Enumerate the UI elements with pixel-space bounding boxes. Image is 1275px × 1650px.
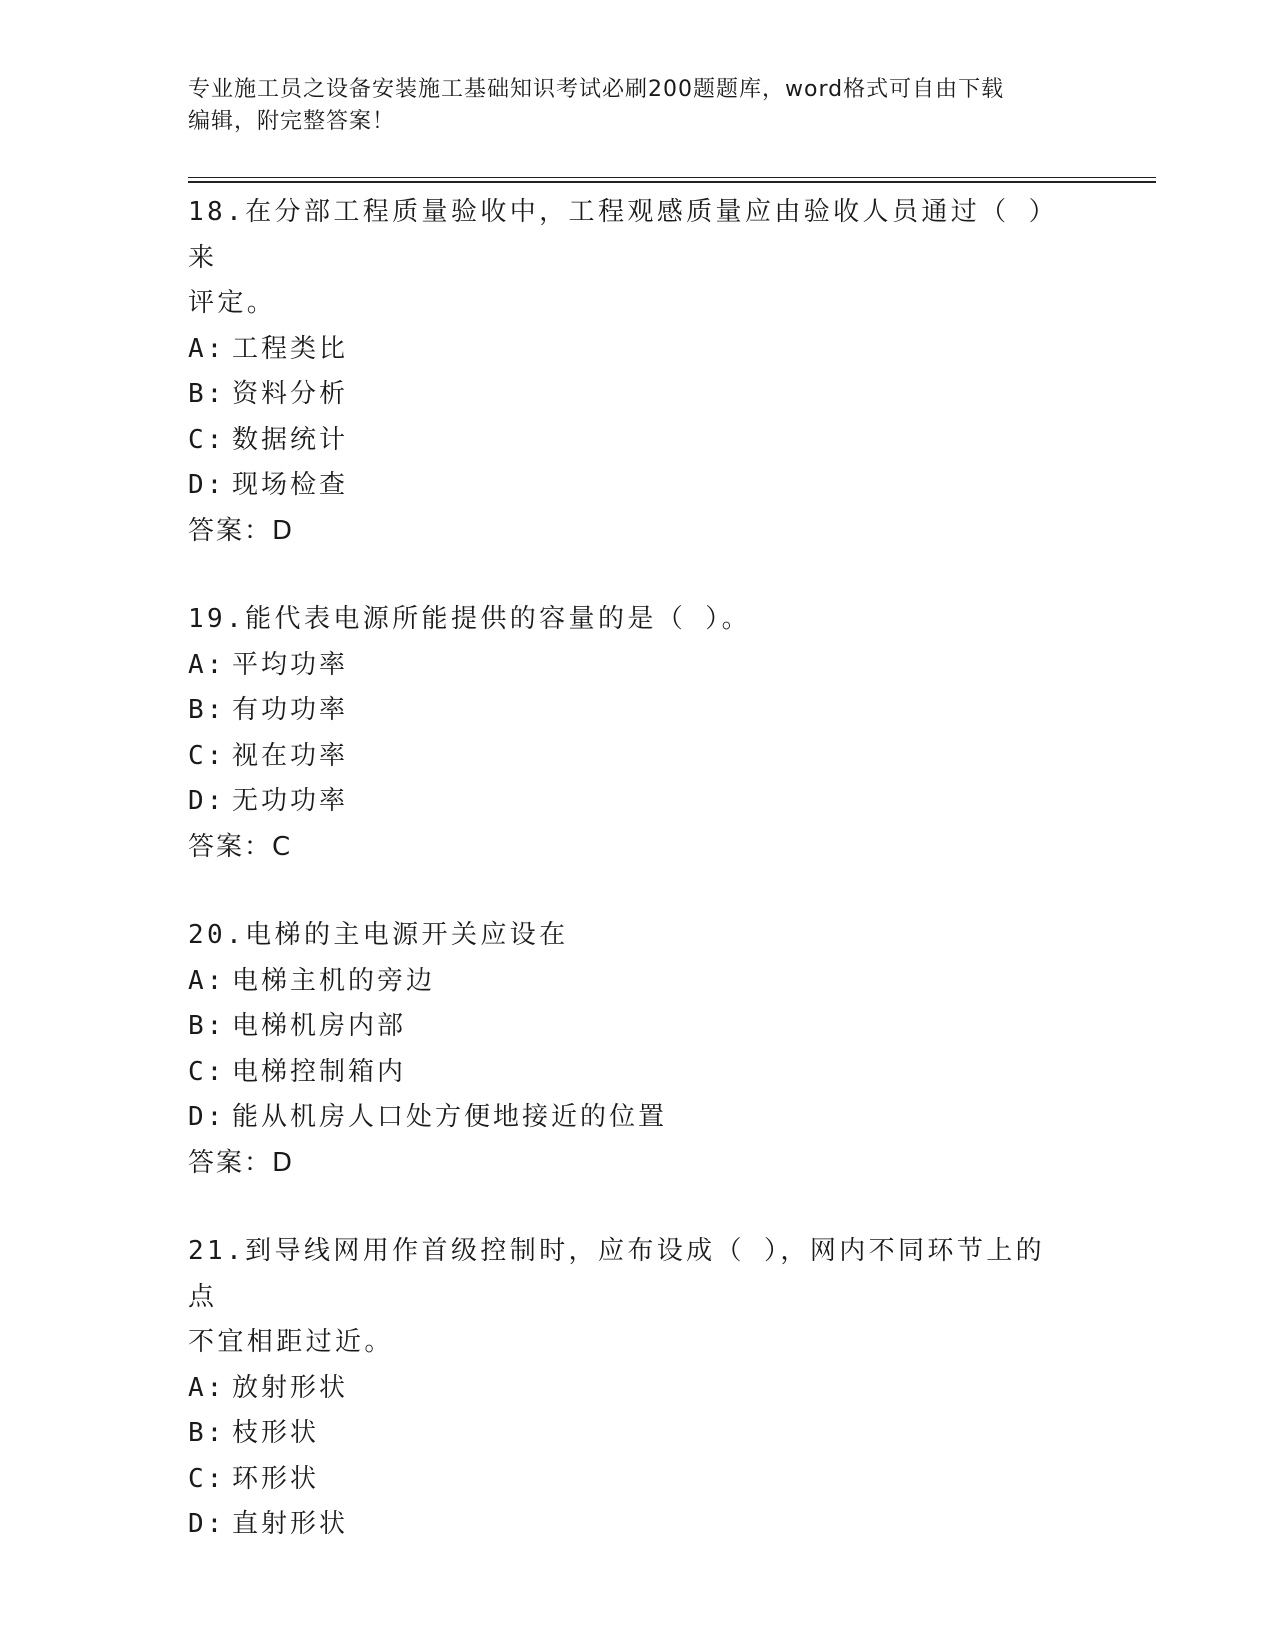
option-c: [188, 734, 1068, 780]
option-a: [188, 327, 1068, 373]
question-stem-line-2: 不宜相距过近。: [188, 1327, 394, 1357]
question-stem-line-1: 21.到导线网用作首级控制时，应布设成（ ），网内不同环节上的点: [188, 1236, 1046, 1312]
header-divider-thin: [188, 177, 1156, 178]
option-text: 视在功率: [232, 740, 349, 771]
option-text: 无功功率: [232, 786, 349, 816]
option-key: A:: [188, 649, 226, 680]
option-text: 放射形状: [232, 1372, 349, 1403]
option-b: [188, 688, 1068, 734]
option-key: C:: [188, 424, 226, 455]
option-d: [188, 1095, 1068, 1141]
option-key: D:: [188, 470, 226, 500]
option-a: [188, 643, 1068, 689]
option-b: [188, 1004, 1068, 1050]
option-text: 直射形状: [232, 1509, 349, 1539]
option-key: C:: [188, 740, 226, 771]
option-key: D:: [188, 786, 226, 816]
option-text: 环形状: [232, 1463, 320, 1494]
option-c: [188, 1050, 1068, 1096]
option-a: [188, 959, 1068, 1005]
header-line-2: 编辑，附完整答案！: [188, 109, 396, 134]
option-key: A:: [188, 1372, 226, 1403]
option-key: B:: [188, 695, 226, 725]
option-key: D:: [188, 1102, 226, 1132]
question-18: [188, 190, 1068, 554]
document-header: [188, 74, 1068, 138]
question-stem: [188, 913, 1068, 959]
option-c: [188, 418, 1068, 464]
option-text: 能从机房人口处方便地接近的位置: [232, 1102, 668, 1132]
answer-line: 答案：D: [188, 515, 295, 546]
option-text: 工程类比: [232, 333, 349, 364]
option-text: 平均功率: [232, 649, 349, 680]
option-d: [188, 779, 1068, 825]
option-key: B:: [188, 1418, 226, 1448]
option-a: [188, 1366, 1068, 1412]
question-stem: [188, 597, 1068, 643]
option-b: [188, 372, 1068, 418]
option-key: C:: [188, 1463, 226, 1494]
option-key: A:: [188, 333, 226, 364]
option-text: 有功功率: [232, 695, 349, 725]
answer-line: 答案：C: [188, 831, 293, 862]
option-key: B:: [188, 1011, 226, 1041]
option-text: 数据统计: [232, 424, 349, 455]
question-stem: [188, 1229, 1068, 1366]
option-c: [188, 1457, 1068, 1503]
question-stem-line-1: 19.能代表电源所能提供的容量的是（ ）。: [188, 604, 752, 634]
question-21: [188, 1229, 1068, 1548]
option-text: 现场检查: [232, 470, 349, 500]
header-divider-thick: [188, 181, 1156, 183]
option-key: C:: [188, 1056, 226, 1087]
option-d: [188, 1502, 1068, 1548]
option-key: D:: [188, 1509, 226, 1539]
option-text: 枝形状: [232, 1418, 320, 1448]
question-20: [188, 913, 1068, 1186]
answer-line: 答案：D: [188, 1147, 295, 1178]
option-b: [188, 1411, 1068, 1457]
option-text: 电梯机房内部: [232, 1011, 407, 1041]
question-stem-line-1: 20.电梯的主电源开关应设在: [188, 920, 569, 950]
option-text: 电梯控制箱内: [232, 1056, 407, 1087]
question-stem: [188, 190, 1068, 327]
question-list: [188, 190, 1068, 1591]
option-d: [188, 463, 1068, 509]
option-text: 资料分析: [232, 379, 349, 409]
question-19: [188, 597, 1068, 870]
header-line-1: 专业施工员之设备安装施工基础知识考试必刷200题题库，word格式可自由下载: [188, 77, 1005, 102]
option-key: A:: [188, 965, 226, 996]
question-stem-line-2: 评定。: [188, 288, 277, 318]
option-key: B:: [188, 379, 226, 409]
question-stem-line-1: 18.在分部工程质量验收中，工程观感质量应由验收人员通过（ ）来: [188, 197, 1059, 273]
option-text: 电梯主机的旁边: [232, 965, 436, 996]
